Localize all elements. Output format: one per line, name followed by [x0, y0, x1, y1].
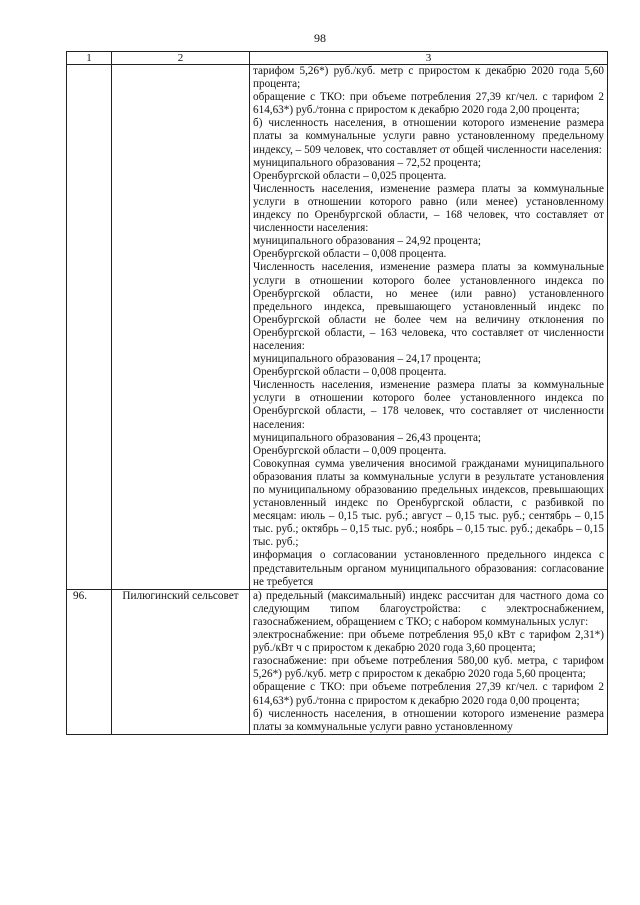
- table-row: [67, 589, 608, 734]
- paragraph: электроснабжение: при объеме потребления 95,0 кВт с тарифом 2,31*) руб./кВт ч с приростом к декабрю 2020 года 3,60 процента;: [253, 629, 604, 655]
- paragraph: Численность населения, изменение размера платы за коммунальные услуги в отношении которого более установленного индекса по Оренбургской области, – 178 человек, что составляет от численности населения:: [253, 379, 604, 431]
- column-header-2: 2: [112, 52, 250, 65]
- paragraph: Численность населения, изменение размера платы за коммунальные услуги в отношении которого равно (или менее) установленному индексу по Оренбургской области, – 168 человек, что составляет от численности населения:: [253, 182, 604, 235]
- paragraph: Численность населения, изменение размера платы за коммунальные услуги в отношении которого более установленного индекса по Оренбургской области, но менее (или равно) установленного предельного индекса, превышающего установленный индекс по Оренбургской области не более чем на величину отклонения по Оренбургской области, – 163 человека, что составляет от численности населения:: [253, 261, 604, 352]
- paragraph: муниципального образования – 26,43 процента;: [253, 431, 482, 444]
- row-number: 96.: [67, 589, 112, 734]
- column-header-3: 3: [250, 52, 608, 65]
- column-header-1: 1: [67, 52, 112, 65]
- page-number: 98: [314, 31, 326, 45]
- paragraph: б) численность населения, в отношении которого изменение размера платы за коммунальные услуги равно установленному: [253, 707, 604, 733]
- paragraph: тарифом 5,26*) руб./куб. метр с приростом к декабрю 2020 года 5,60 процента;: [253, 65, 604, 91]
- paragraph: газоснабжение: при объеме потребления 580,00 куб. метра, с тарифом 5,26*) руб./куб. метр с приростом к декабрю 2020 года 5,60 процента;: [253, 655, 604, 681]
- municipality-name: Пилюгинский сельсовет: [112, 589, 250, 734]
- row-number: [67, 65, 112, 590]
- paragraph: Оренбургской области – 0,009 процента.: [253, 444, 447, 457]
- table-row: [67, 65, 608, 590]
- paragraph: муниципального образования – 24,17 процента;: [253, 353, 482, 366]
- municipality-name: [112, 65, 250, 590]
- paragraph: муниципального образования – 24,92 процента;: [253, 235, 482, 248]
- paragraph: Оренбургской области – 0,008 процента.: [253, 248, 447, 261]
- paragraph: Совокупная сумма увеличения вносимой гражданами муниципального образования платы за коммунальные услуги в результате установления по муниципальному образованию предельных индексов, превышающих установленный индекс по Оренбургской области, с разбивкой по месяцам: июль – 0,15 тыс. руб.; август – 0,15 тыс. руб.; сентябрь – 0,15 тыс. руб.; октябрь – 0,15 тыс. руб.; ноябрь – 0,15 тыс. руб.; декабрь – 0,15 тыс. руб.;: [253, 457, 604, 549]
- paragraph: муниципального образования – 72,52 процента;: [253, 156, 482, 169]
- table-header-row: [67, 52, 608, 65]
- paragraph: а) предельный (максимальный) индекс рассчитан для частного дома со следующим типом благоустройства: с электроснабжением, газоснабжением, обращением с ТКО; с набором коммунальных услуг:: [253, 589, 604, 628]
- row-content: [250, 65, 608, 590]
- paragraph: Оренбургской области – 0,025 процента.: [253, 169, 447, 182]
- document-table: [66, 51, 608, 735]
- row-content: [250, 589, 608, 734]
- paragraph: обращение с ТКО: при объеме потребления 27,39 кг/чел. с тарифом 2 614,63*) руб./тонна с приростом к декабрю 2020 года 2,00 процента;: [253, 91, 604, 117]
- paragraph: информация о согласовании установленного предельного индекса с представительным органом муниципального образования: согласование не требуется: [253, 549, 604, 588]
- paragraph: Оренбургской области – 0,008 процента.: [253, 366, 447, 379]
- paragraph: б) численность населения, в отношении которого изменение размера платы за коммунальные услуги равно установленному предельному индексу, – 509 человек, что составляет от общей численности населения:: [253, 117, 604, 156]
- paragraph: обращение с ТКО: при объеме потребления 27,39 кг/чел. с тарифом 2 614,63*) руб./тонна с приростом к декабрю 2020 года 0,00 процента;: [253, 681, 604, 707]
